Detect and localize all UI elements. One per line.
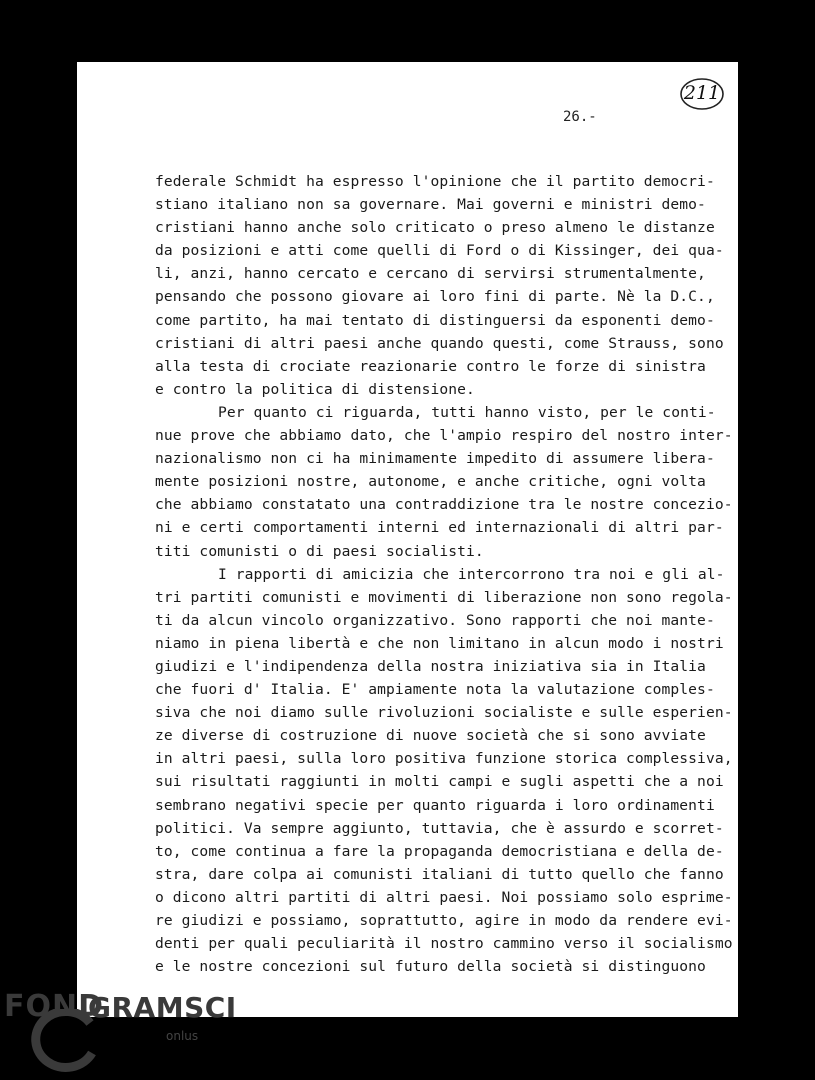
text-line: che abbiamo constatato una contraddizione tra le nostre concezio- [155,496,733,514]
text-line: e contro la politica di distensione. [155,380,475,398]
text-line: stiano italiano non sa governare. Mai governi e ministri demo- [155,196,706,214]
watermark-onlus: onlus [166,1029,199,1043]
text-line: ni e certi comportamenti interni ed internazionali di altri par- [155,519,724,537]
text-line: to, come continua a fare la propaganda democristiana e della de- [155,842,724,860]
text-line: Per quanto ci riguarda, tutti hanno visto, per le conti- [218,403,716,421]
text-line: pensando che possono giovare ai loro fini di parte. Nè la D.C., [155,288,715,306]
text-line: che fuori d' Italia. E' ampiamente nota la valutazione comples- [155,681,715,699]
folio-stamp [682,76,722,110]
text-line: tri partiti comunisti e movimenti di liberazione non sono regola- [155,588,733,606]
text-line: o dicono altri partiti di altri paesi. Noi possiamo solo esprime- [155,888,733,906]
text-line: giudizi e l'indipendenza della nostra iniziativa sia in Italia [155,657,706,675]
text-line: ze diverse di costruzione di nuove società che si sono avviate [155,727,706,745]
body-text [155,170,733,978]
text-line: nue prove che abbiamo dato, che l'ampio respiro del nostro inter- [155,427,733,445]
text-line: denti per quali peculiarità il nostro cammino verso il socialismo [155,935,733,953]
text-line: federale Schmidt ha espresso l'opinione che il partito democri- [155,173,715,190]
document-page [77,62,738,1017]
text-line: in altri paesi, sulla loro positiva funzione storica complessiva, [155,750,733,768]
text-line: e le nostre concezioni sul futuro della società si distinguono [155,958,706,976]
page-number: 26.- [563,109,597,125]
watermark-fond: FOND [4,989,105,1024]
text-line: titi comunisti o di paesi socialisti. [155,542,484,560]
text-line: niamo in piena libertà e che non limitano in alcun modo i nostri [155,634,724,652]
text-line: cristiani hanno anche solo criticato o preso almeno le distanze [155,219,715,237]
text-line: ti da alcun vincolo organizzativo. Sono rapporti che noi mante- [155,611,715,629]
text-line: re giudizi e possiamo, soprattutto, agire in modo da rendere evi- [155,912,733,929]
folio-number: 211 [683,82,721,104]
text-line: siva che noi diamo sulle rivoluzioni socialiste e sulle esperien- [155,704,733,722]
watermark-gramsci: GRAMSCI [88,991,237,1024]
text-line: li, anzi, hanno cercato e cercano di servirsi strumentalmente, [155,265,706,283]
text-line: cristiani di altri paesi anche quando questi, come Strauss, sono [155,334,724,352]
text-line: politici. Va sempre aggiunto, tuttavia, che è assurdo e scorret- [155,819,724,837]
text-line: alla testa di crociate reazionarie contro le forze di sinistra [155,357,706,375]
text-line: come partito, ha mai tentato di distinguersi da esponenti demo- [155,311,715,329]
text-line: da posizioni e atti come quelli di Ford o di Kissinger, dei qua- [155,242,724,260]
text-line: stra, dare colpa ai comunisti italiani di tutto quello che fanno [155,865,724,883]
text-line: nazionalismo non ci ha minimamente impedito di assumere libera- [155,450,715,468]
text-line: sembrano negativi specie per quanto riguarda i loro ordinamenti [155,796,715,814]
text-line: mente posizioni nostre, autonome, e anche critiche, ogni volta [155,473,706,491]
text-line: I rapporti di amicizia che intercorrono tra noi e gli al- [218,565,725,583]
text-line: sui risultati raggiunti in molti campi e sugli aspetti che a noi [155,773,724,791]
fondazione-gramsci-watermark [0,985,237,1080]
